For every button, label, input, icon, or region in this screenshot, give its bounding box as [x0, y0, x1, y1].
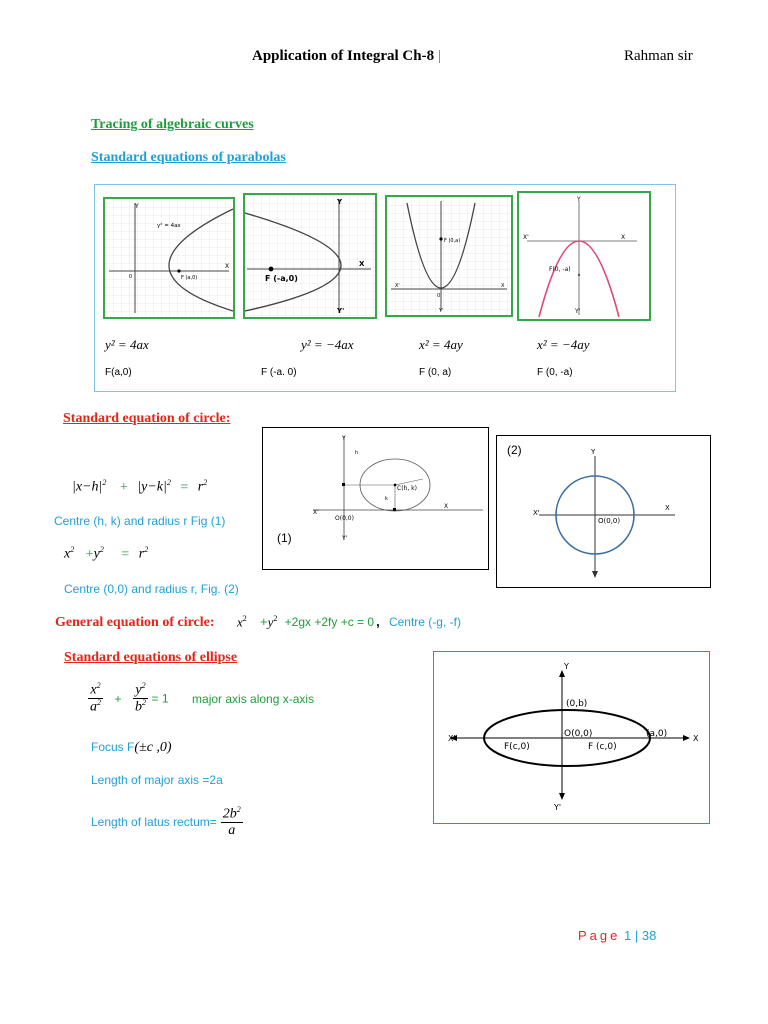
axis-yprime-label: Y' — [337, 307, 345, 315]
circle-equation-1: $|x-h|^2 + |y-k|^2 = r^2$ — [72, 478, 208, 495]
title-separator: | — [437, 48, 441, 64]
eq2-equals: = — [121, 546, 130, 562]
parabola-graph-up — [385, 195, 513, 317]
ellipse-ob-label: (0,b) — [566, 699, 588, 709]
graph-focus-label: F (a,0) — [181, 275, 198, 281]
fig1-yp-label: Y' — [342, 535, 348, 542]
ellipse-svg — [434, 652, 709, 823]
parabola-eq-4: x² = −4ay — [537, 337, 590, 352]
latus-fraction: $\frac{2b^2}{a}$ — [222, 805, 241, 839]
latus-prefix: Length of latus rectum= — [91, 815, 217, 830]
focus-value: (±c ,0) — [134, 740, 172, 755]
ellipse-xp-label: X' — [448, 734, 456, 743]
ellipse-yp-label: Y' — [554, 803, 562, 812]
axis-xprime-label: X' — [523, 234, 529, 241]
general-circle-heading: General equation of circle: — [55, 615, 215, 630]
parabola-heading: Standard equations of parabolas — [91, 150, 286, 165]
page-word: Page — [578, 928, 621, 943]
page-separator: | — [634, 928, 639, 943]
author-name: Rahman sir — [624, 48, 693, 64]
parabola-eq-1: y² = 4ax — [105, 337, 149, 352]
ellipse-y-label: Y — [564, 662, 569, 671]
circle-heading: Standard equation of circle: — [63, 411, 231, 426]
parabola-focus-2: F (-a. 0) — [261, 367, 297, 378]
parabola-eq-3: x² = 4ay — [419, 337, 463, 352]
page-total: 38 — [641, 928, 657, 943]
page-number — [578, 928, 656, 943]
eq2-rhs: r — [138, 546, 145, 562]
ellipse-frac-y: $\frac{y^2}{b^2}$ — [135, 681, 147, 715]
eq1-term-y: |y−k| — [137, 479, 167, 495]
parabola-down-svg — [519, 193, 649, 319]
axis-xprime-label: X' — [395, 283, 400, 289]
parabola-graph-down — [517, 191, 651, 321]
ellipse-plus: + — [114, 691, 122, 706]
ellipse-eq-rhs: = 1 — [151, 691, 169, 706]
axis-x-label: X — [501, 283, 505, 289]
axis-x-label: X — [359, 260, 365, 268]
axis-yprime-label: Y' — [575, 308, 581, 315]
circle-centre-1: Centre (h, k) and radius r Fig (1) — [54, 514, 226, 528]
ellipse-equation — [88, 682, 314, 715]
document-title — [252, 48, 441, 65]
ellipse-figure — [433, 651, 710, 824]
circle-centre-2: Centre (0,0) and radius r, Fig. (2) — [64, 582, 239, 596]
axis-y-label: Y — [135, 203, 139, 210]
eq1-rhs: r — [197, 479, 204, 495]
ellipse-x-label: X — [693, 734, 699, 743]
fig1-x-label: X — [444, 503, 449, 510]
axis-zero-label: 0 — [437, 293, 441, 299]
gen-y: y — [267, 614, 274, 630]
parabola-graph-right — [103, 197, 235, 319]
ellipse-a0-label: (a,0) — [646, 729, 668, 739]
parabola-left-svg — [245, 195, 375, 317]
parabola-right-svg — [105, 199, 233, 317]
circle-figure-2 — [496, 435, 711, 588]
parabola-up-svg — [387, 197, 511, 315]
axis-y-label: Y — [577, 196, 581, 203]
ellipse-fcl-label: F(c,0) — [504, 742, 530, 752]
eq1-term-x: |x−h| — [72, 479, 103, 495]
ellipse-origin-label: O(0,0) — [564, 729, 593, 739]
parabola-panel — [94, 184, 676, 392]
general-circle-equation: $x^2 +y^2 +2gx +2fy +c = 0$ , Centre (-g, -f) — [237, 614, 461, 630]
fig2-y-label: Y — [591, 448, 596, 456]
graph-eq-label: y² = 4ax — [157, 223, 181, 229]
tracing-heading: Tracing of algebraic curves — [91, 117, 254, 132]
fig1-origin-label: O(0,0) — [335, 515, 354, 522]
page-current: 1 — [624, 928, 632, 943]
title-text: Application of Integral Ch-8 — [252, 48, 435, 64]
fig1-k-label: k — [385, 496, 388, 502]
parabola-graph-left — [243, 193, 377, 319]
fig1-xp-label: X' — [313, 509, 319, 516]
fig1-number-label: (1) — [277, 531, 292, 545]
graph-focus-label: F(0, -a) — [549, 266, 571, 273]
focus-prefix: Focus F — [91, 740, 135, 754]
parabola-eq-2: y² = −4ax — [301, 337, 354, 352]
ellipse-major-axis: Length of major axis =2a — [91, 773, 223, 787]
fig2-number-label: (2) — [507, 443, 522, 457]
fig1-h-label: h — [355, 450, 359, 456]
ellipse-heading: Standard equations of ellipse — [64, 650, 238, 665]
gen-centre: Centre (-g, -f) — [388, 615, 461, 630]
fig1-y-label: Y — [342, 435, 346, 442]
eq2-y: y — [93, 546, 100, 562]
axis-y-label: Y — [337, 198, 343, 206]
eq1-plus: + — [119, 479, 128, 495]
circle-fig2-svg — [497, 436, 710, 587]
eq2-x: x — [64, 546, 71, 562]
circle-equation-2: $x^2 +y^2 = r^2$ — [64, 545, 149, 562]
axis-zero-label: 0 — [129, 274, 133, 280]
ellipse-frac-x: $\frac{x^2}{a^2}$ — [90, 681, 101, 715]
axis-x-label: X — [621, 234, 626, 241]
axis-x-label: X — [225, 263, 230, 270]
ellipse-axis-note: major axis along x-axis — [192, 691, 315, 706]
circle-fig1-svg — [263, 428, 488, 569]
fig2-x-label: X — [665, 504, 670, 512]
ellipse-focus — [91, 738, 172, 756]
axis-yprime-label: Y' — [439, 308, 444, 314]
ellipse-fcr-label: F (c,0) — [588, 742, 617, 752]
eq2-plus: + — [85, 546, 94, 562]
parabola-focus-3: F (0, a) — [419, 367, 452, 378]
graph-focus-label: F (-a,0) — [265, 274, 298, 283]
gen-rest: +2gx +2fy +c = 0 — [284, 615, 375, 630]
gen-plus: + — [260, 614, 268, 630]
fig1-center-label: C(h, k) — [397, 485, 417, 492]
gen-comma: , — [376, 614, 380, 630]
parabola-focus-1: F(a,0) — [105, 367, 132, 378]
eq1-equals: = — [180, 479, 189, 495]
parabola-focus-4: F (0, -a) — [537, 367, 573, 378]
graph-focus-label: F (0,a) — [444, 238, 461, 244]
gen-x: x — [237, 614, 243, 630]
circle-figure-1 — [262, 427, 489, 570]
fig2-xp-label: X' — [533, 509, 540, 517]
fig2-origin-label: O(0,0) — [598, 517, 621, 525]
ellipse-latus-rectum — [91, 806, 243, 838]
